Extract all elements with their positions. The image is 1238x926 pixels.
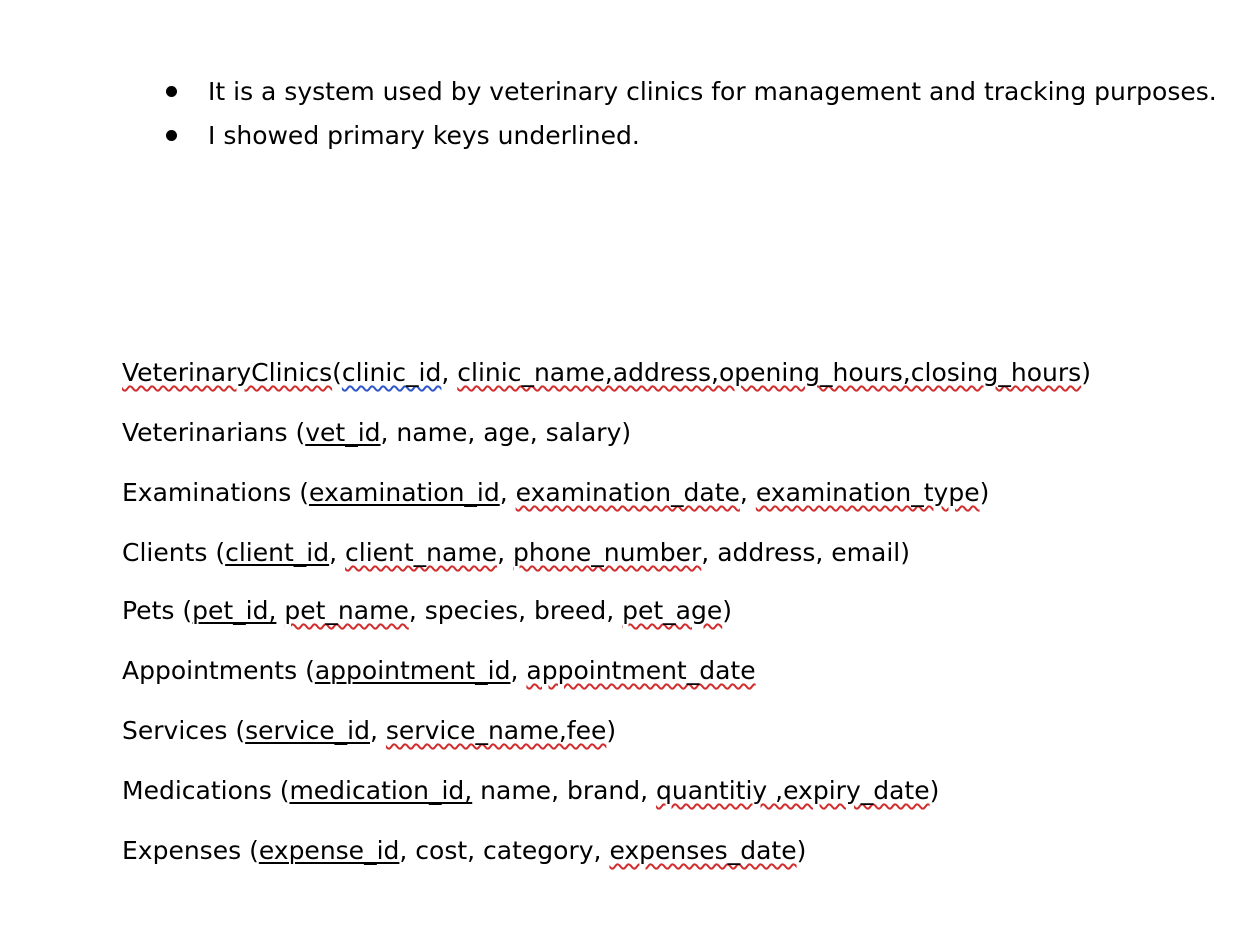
relation-text: Veterinarians ( [122, 418, 306, 447]
attribute-misspelled: phone_number [512, 538, 702, 567]
relation-text: , address, email) [701, 538, 911, 567]
relation-pets [122, 596, 732, 626]
attribute-misspelled: examination_type [755, 478, 980, 507]
relation-text: Medications ( [122, 776, 290, 805]
attribute-misspelled: examination_date [515, 478, 740, 507]
relation-expenses [122, 836, 806, 866]
relation-text: Services ( [122, 716, 246, 745]
bullet-item-primary-keys-note [166, 120, 640, 150]
attribute-misspelled: expenses_date [609, 836, 797, 865]
attribute-misspelled: quantitiy ,expiry_date [656, 776, 930, 805]
relation-medications [122, 776, 939, 806]
relation-text: ) [796, 836, 807, 865]
relation-text: , [499, 478, 516, 507]
relation-text: ( [332, 358, 342, 387]
attribute-misspelled: client_name [345, 538, 498, 567]
attribute-misspelled: clinic_name,address,opening_hours,closing_hours [457, 358, 1082, 387]
primary-key-attribute: medication_id, [289, 776, 473, 805]
relation-text: , [441, 358, 458, 387]
relation-text: Appointments ( [122, 656, 315, 685]
bullet-text: I showed primary keys underlined. [208, 120, 640, 150]
attribute-grammar-flagged: clinic_id [341, 358, 442, 387]
primary-key-attribute: expense_id [258, 836, 400, 865]
relation-text: ) [606, 716, 617, 745]
attribute-misspelled: service_name,fee [385, 716, 607, 745]
relation-veterinary-clinics [122, 358, 1091, 388]
relation-text: ) [979, 478, 990, 507]
relation-text: Examinations ( [122, 478, 309, 507]
primary-key-attribute: pet_id, [192, 596, 277, 625]
primary-key-attribute: examination_id [309, 478, 500, 507]
bullet-text: It is a system used by veterinary clinics for management and tracking purposes. [208, 76, 1217, 106]
relation-text: Pets ( [122, 596, 193, 625]
primary-key-attribute: service_id [245, 716, 370, 745]
relation-text: Expenses ( [122, 836, 259, 865]
relation-text: , [370, 716, 386, 745]
bullet-dot-icon [166, 86, 177, 97]
relation-text: , species, breed, [408, 596, 623, 625]
primary-key-attribute: vet_id [305, 418, 381, 447]
primary-key-attribute: client_id [225, 538, 330, 567]
relation-veterinarians [122, 418, 631, 448]
relation-text: , name, age, salary) [380, 418, 632, 447]
relation-text: ) [722, 596, 732, 625]
relation-text: , [739, 478, 756, 507]
relation-text: ) [1081, 358, 1091, 387]
relation-services [122, 716, 616, 746]
bullet-item-system-description [166, 76, 1217, 106]
relation-text: Clients ( [122, 538, 226, 567]
attribute-misspelled: pet_age [622, 596, 723, 625]
relation-text: , cost, category, [399, 836, 610, 865]
primary-key-attribute: appointment_id [314, 656, 511, 685]
relation-text: , [497, 538, 513, 567]
bullet-dot-icon [166, 130, 177, 141]
relation-text: name, brand, [472, 776, 657, 805]
relation-appointments [122, 656, 756, 686]
attribute-misspelled: VeterinaryClinics [122, 358, 333, 387]
relation-clients [122, 538, 910, 568]
attribute-misspelled: pet_name [284, 596, 409, 625]
relation-text: , [510, 656, 527, 685]
relation-text: , [329, 538, 345, 567]
relation-text: ) [929, 776, 940, 805]
relation-examinations [122, 478, 989, 508]
attribute-misspelled: appointment_date [526, 656, 756, 685]
